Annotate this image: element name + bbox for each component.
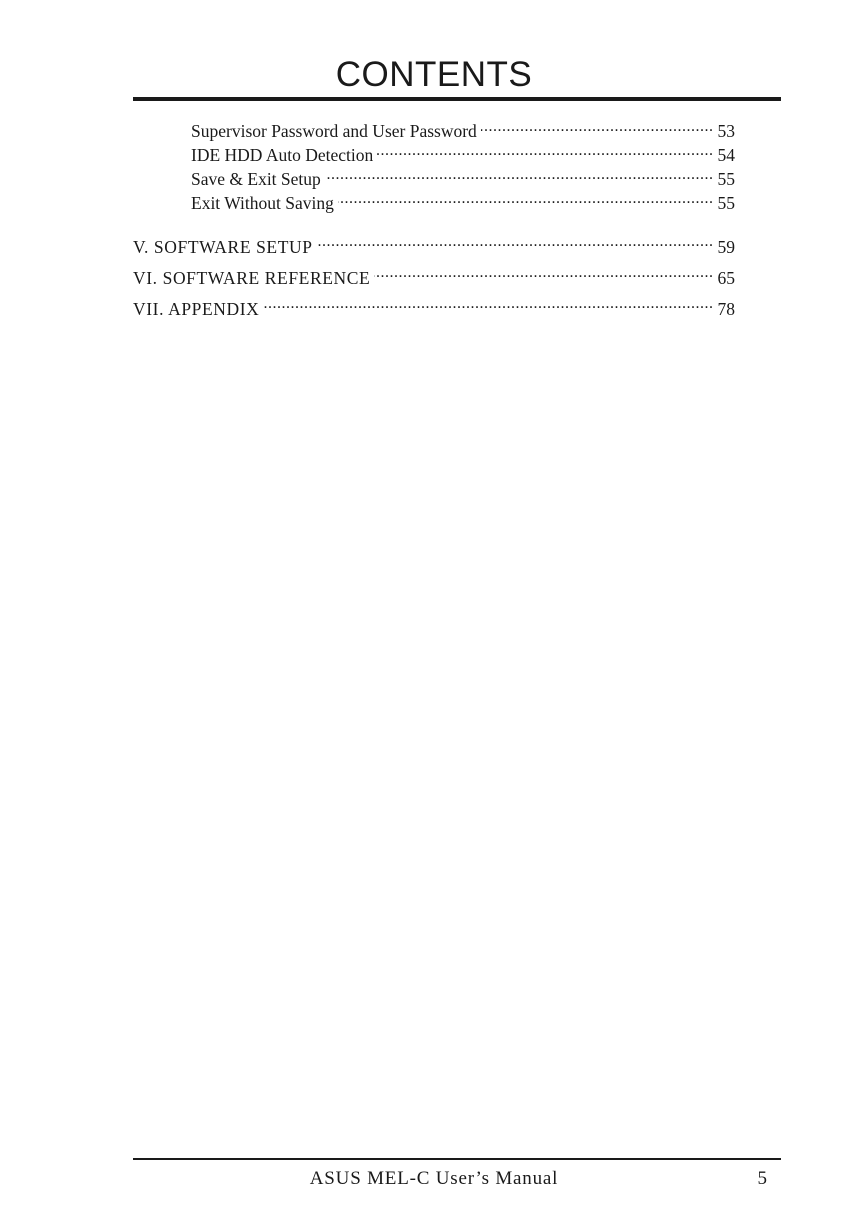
dot-leader — [377, 144, 713, 162]
toc-entry-label: Supervisor Password and User Password — [191, 121, 477, 141]
toc-entry-label: IDE HDD Auto Detection — [191, 145, 374, 165]
toc-entry-supervisor-password[interactable] — [191, 119, 735, 143]
toc-entry-appendix[interactable] — [133, 296, 735, 322]
toc-entry-exit-without-saving[interactable] — [191, 191, 735, 215]
toc-entry-label: Exit Without Saving — [191, 193, 334, 213]
toc-entry-label: V. SOFTWARE SETUP — [133, 237, 313, 257]
toc-entry-ide-hdd-auto-detection[interactable] — [191, 143, 735, 167]
dot-leader — [374, 267, 713, 285]
toc-entry-page: 59 — [717, 237, 735, 257]
toc-entry-save-exit-setup[interactable] — [191, 167, 735, 191]
title-rule — [133, 97, 781, 101]
footer-page-number: 5 — [757, 1168, 767, 1189]
footer-manual-title: ASUS MEL-C User’s Manual — [309, 1168, 559, 1189]
toc-entry-software-reference[interactable] — [133, 265, 735, 291]
toc-entry-label: VI. SOFTWARE REFERENCE — [133, 268, 371, 288]
page-title: CONTENTS — [335, 55, 533, 94]
toc-entry-page: 54 — [717, 145, 735, 165]
footer-rule — [133, 1158, 781, 1160]
toc-entry-page: 78 — [717, 299, 735, 319]
toc-entry-page: 55 — [717, 193, 735, 213]
toc-entry-page: 65 — [717, 268, 735, 288]
dot-leader — [338, 192, 714, 210]
toc-entry-label: VII. APPENDIX — [133, 299, 260, 319]
toc-entry-page: 55 — [717, 169, 735, 189]
toc-entry-label: Save & Exit Setup — [191, 169, 321, 189]
toc-entry-software-setup[interactable] — [133, 234, 735, 260]
dot-leader — [263, 298, 713, 316]
dot-leader — [481, 120, 714, 138]
dot-leader — [317, 236, 714, 254]
toc-entry-page: 53 — [717, 121, 735, 141]
dot-leader — [325, 168, 714, 186]
